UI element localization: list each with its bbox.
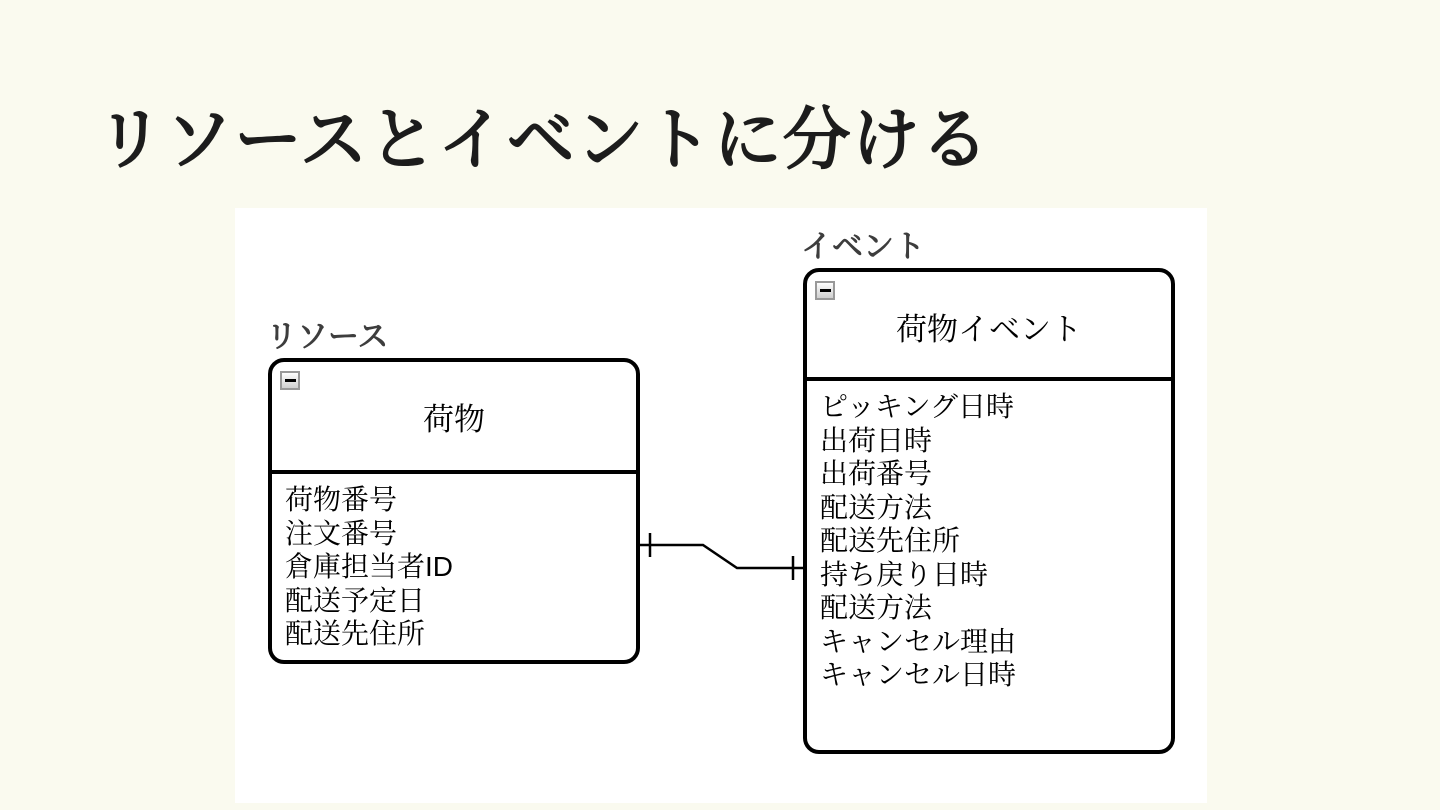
field-row: 持ち戻り日時 xyxy=(820,558,989,590)
minus-icon xyxy=(820,289,831,292)
page-title: リソースとイベントに分ける xyxy=(96,102,990,178)
field-row: 出荷番号 xyxy=(820,458,933,489)
entity-field-list xyxy=(807,381,1171,692)
entity-title-resource: 荷物 xyxy=(423,402,485,437)
field-row: キャンセル理由 xyxy=(820,625,1017,657)
diagram-canvas xyxy=(235,208,1207,803)
field-row: 配送予定日 xyxy=(285,584,426,616)
field-row: キャンセル日時 xyxy=(820,659,1017,690)
group-label-event: イベント xyxy=(801,229,925,264)
field-row: 倉庫担当者ID xyxy=(285,551,454,582)
field-row: 配送方法 xyxy=(820,592,933,623)
connector-line xyxy=(640,545,805,568)
field-row: 配送先住所 xyxy=(285,618,426,649)
entity-field-list xyxy=(272,474,636,651)
field-row: ピッキング日時 xyxy=(820,391,1015,422)
collapse-button[interactable] xyxy=(815,281,835,300)
entity-header xyxy=(272,362,636,474)
field-row: 荷物番号 xyxy=(285,484,398,515)
field-row: 注文番号 xyxy=(285,517,398,549)
entity-box-resource[interactable] xyxy=(268,358,640,664)
group-label-resource: リソース xyxy=(266,319,389,354)
entity-title-event: 荷物イベント xyxy=(896,312,1082,347)
entity-header xyxy=(807,272,1171,381)
field-row: 配送方法 xyxy=(820,491,933,523)
field-row: 出荷日時 xyxy=(820,424,933,456)
minus-icon xyxy=(285,379,296,382)
field-row: 配送先住所 xyxy=(820,525,961,556)
collapse-button[interactable] xyxy=(280,371,300,390)
entity-box-event[interactable] xyxy=(803,268,1175,754)
